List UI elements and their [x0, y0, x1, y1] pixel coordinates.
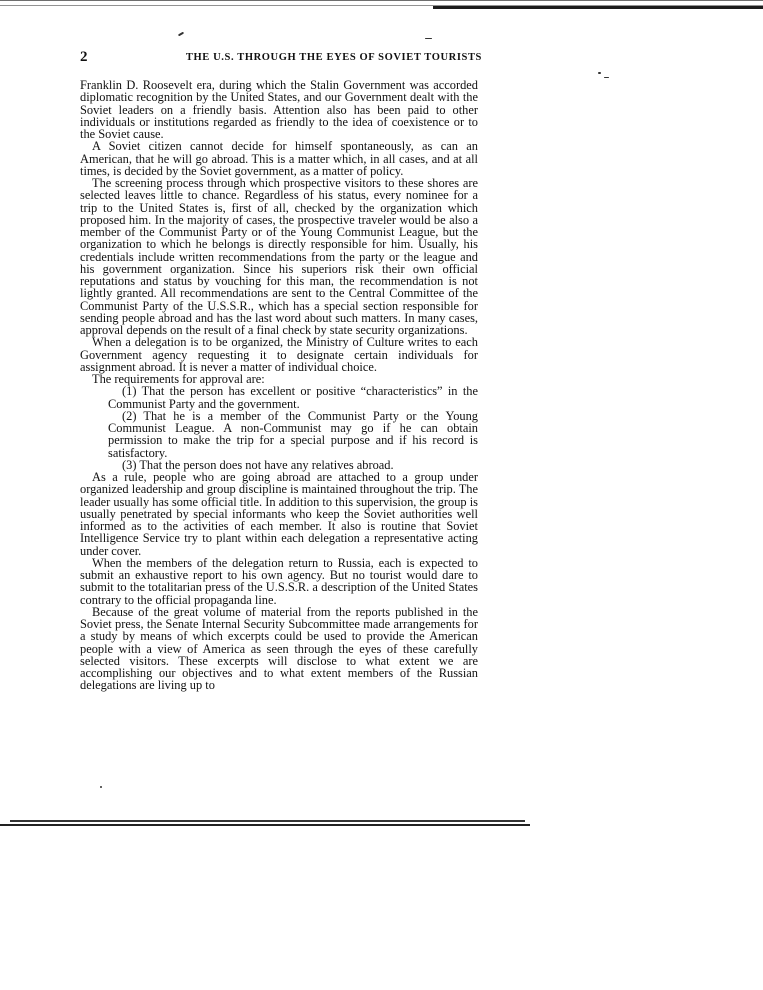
paragraph: Because of the great volume of material from the reports published in the Soviet press, the Senate Internal Security Subcommittee made arrangements for a study by means of which excerpts could be used to provide the American people with a view of America as seen through the eyes of these carefully selected visitors. These excerpts will disclose to what extent we are accomplishing our objectives and to what extent members of the Russian delegations are living up to — [80, 604, 478, 693]
paragraph: The requirements for approval are: — [92, 372, 265, 386]
paragraph: When a delegation is to be organized, the Ministry of Culture writes to each Government agency requesting it to designate certain individuals for assignment abroad. It is never a matter of individual choice. — [80, 335, 478, 374]
page-number: 2 — [80, 49, 88, 65]
scan-speck — [100, 786, 102, 788]
paragraph: When the members of the delegation return to Russia, each is expected to submit an exhaustive report to his own agency. But no tourist would dare to submit to the totalitarian press of the U.S.S.R. a description of the United States contrary to the official propaganda line. — [80, 555, 478, 607]
paragraph: The screening process through which prospective visitors to these shores are selected leaves little to chance. Regardless of his status, every nominee for a trip to the United States is, first of all, checked by the organization which proposed him. In the majority of cases, the prospective traveler would be also a member of the Communist Party or of the Young Communist League, but the organization to which he belongs is directly responsible for him. Usually, his credentials include written recommendations from the party or the league and his government organization. Since his superiors risk their own official reputations and status by vouching for this man, the recommendation is not lightly granted. All recommendations are sent to the Central Committee of the Communist Party of the U.S.S.R., which has a special section responsible for sending people abroad and has the last word about such matters. In many cases, approval depends on the result of a final check by state security organizations. — [80, 176, 478, 337]
paragraph: Franklin D. Roosevelt era, during which the Stalin Government was accorded diplomatic recognition by the United States, and our Government dealt with the Soviet leaders on a friendly basis. Attention also has been paid to other individuals or institutions regarded as friendly to the idea of coexistence or to the Soviet cause. — [80, 78, 478, 141]
scan-speck — [598, 72, 601, 74]
paragraph: As a rule, people who are going abroad are attached to a group under organized leadership and group discipline is maintained throughout the trip. The leader usually has some official title. In addition to this supervision, the group is usually penetrated by special informants who keep the Soviet authorities well informed as to the activities of each member. It also is routine that Soviet Intelligence Service try to plant within each delegation a representative acting under cover. — [80, 470, 478, 558]
scan-edge-bottom — [0, 818, 530, 828]
running-head: THE U.S. THROUGH THE EYES OF SOVIET TOURISTS — [185, 52, 482, 63]
paragraph: A Soviet citizen cannot decide for himself spontaneously, as can an American, that he will go abroad. This is a matter which, in all cases, and at all times, is decided by the Soviet government, as a matter of policy. — [80, 139, 478, 178]
scan-speck — [425, 38, 432, 39]
body-text — [80, 79, 478, 692]
scan-speck — [178, 32, 184, 37]
requirement-item: (1) That the person has excellent or positive “characteristics” in the Communist Party and the government. — [108, 384, 478, 411]
requirement-item: (3) That the person does not have any relatives abroad. — [122, 457, 394, 472]
scan-edge-top-right — [433, 6, 763, 9]
scan-speck — [604, 77, 609, 78]
page-header — [80, 49, 482, 68]
requirement-item: (2) That he is a member of the Communist Party or the Young Communist League. A non-Communist may go if he can obtain permission to make the trip for a special purpose and if his record is satisfactory. — [108, 408, 478, 460]
